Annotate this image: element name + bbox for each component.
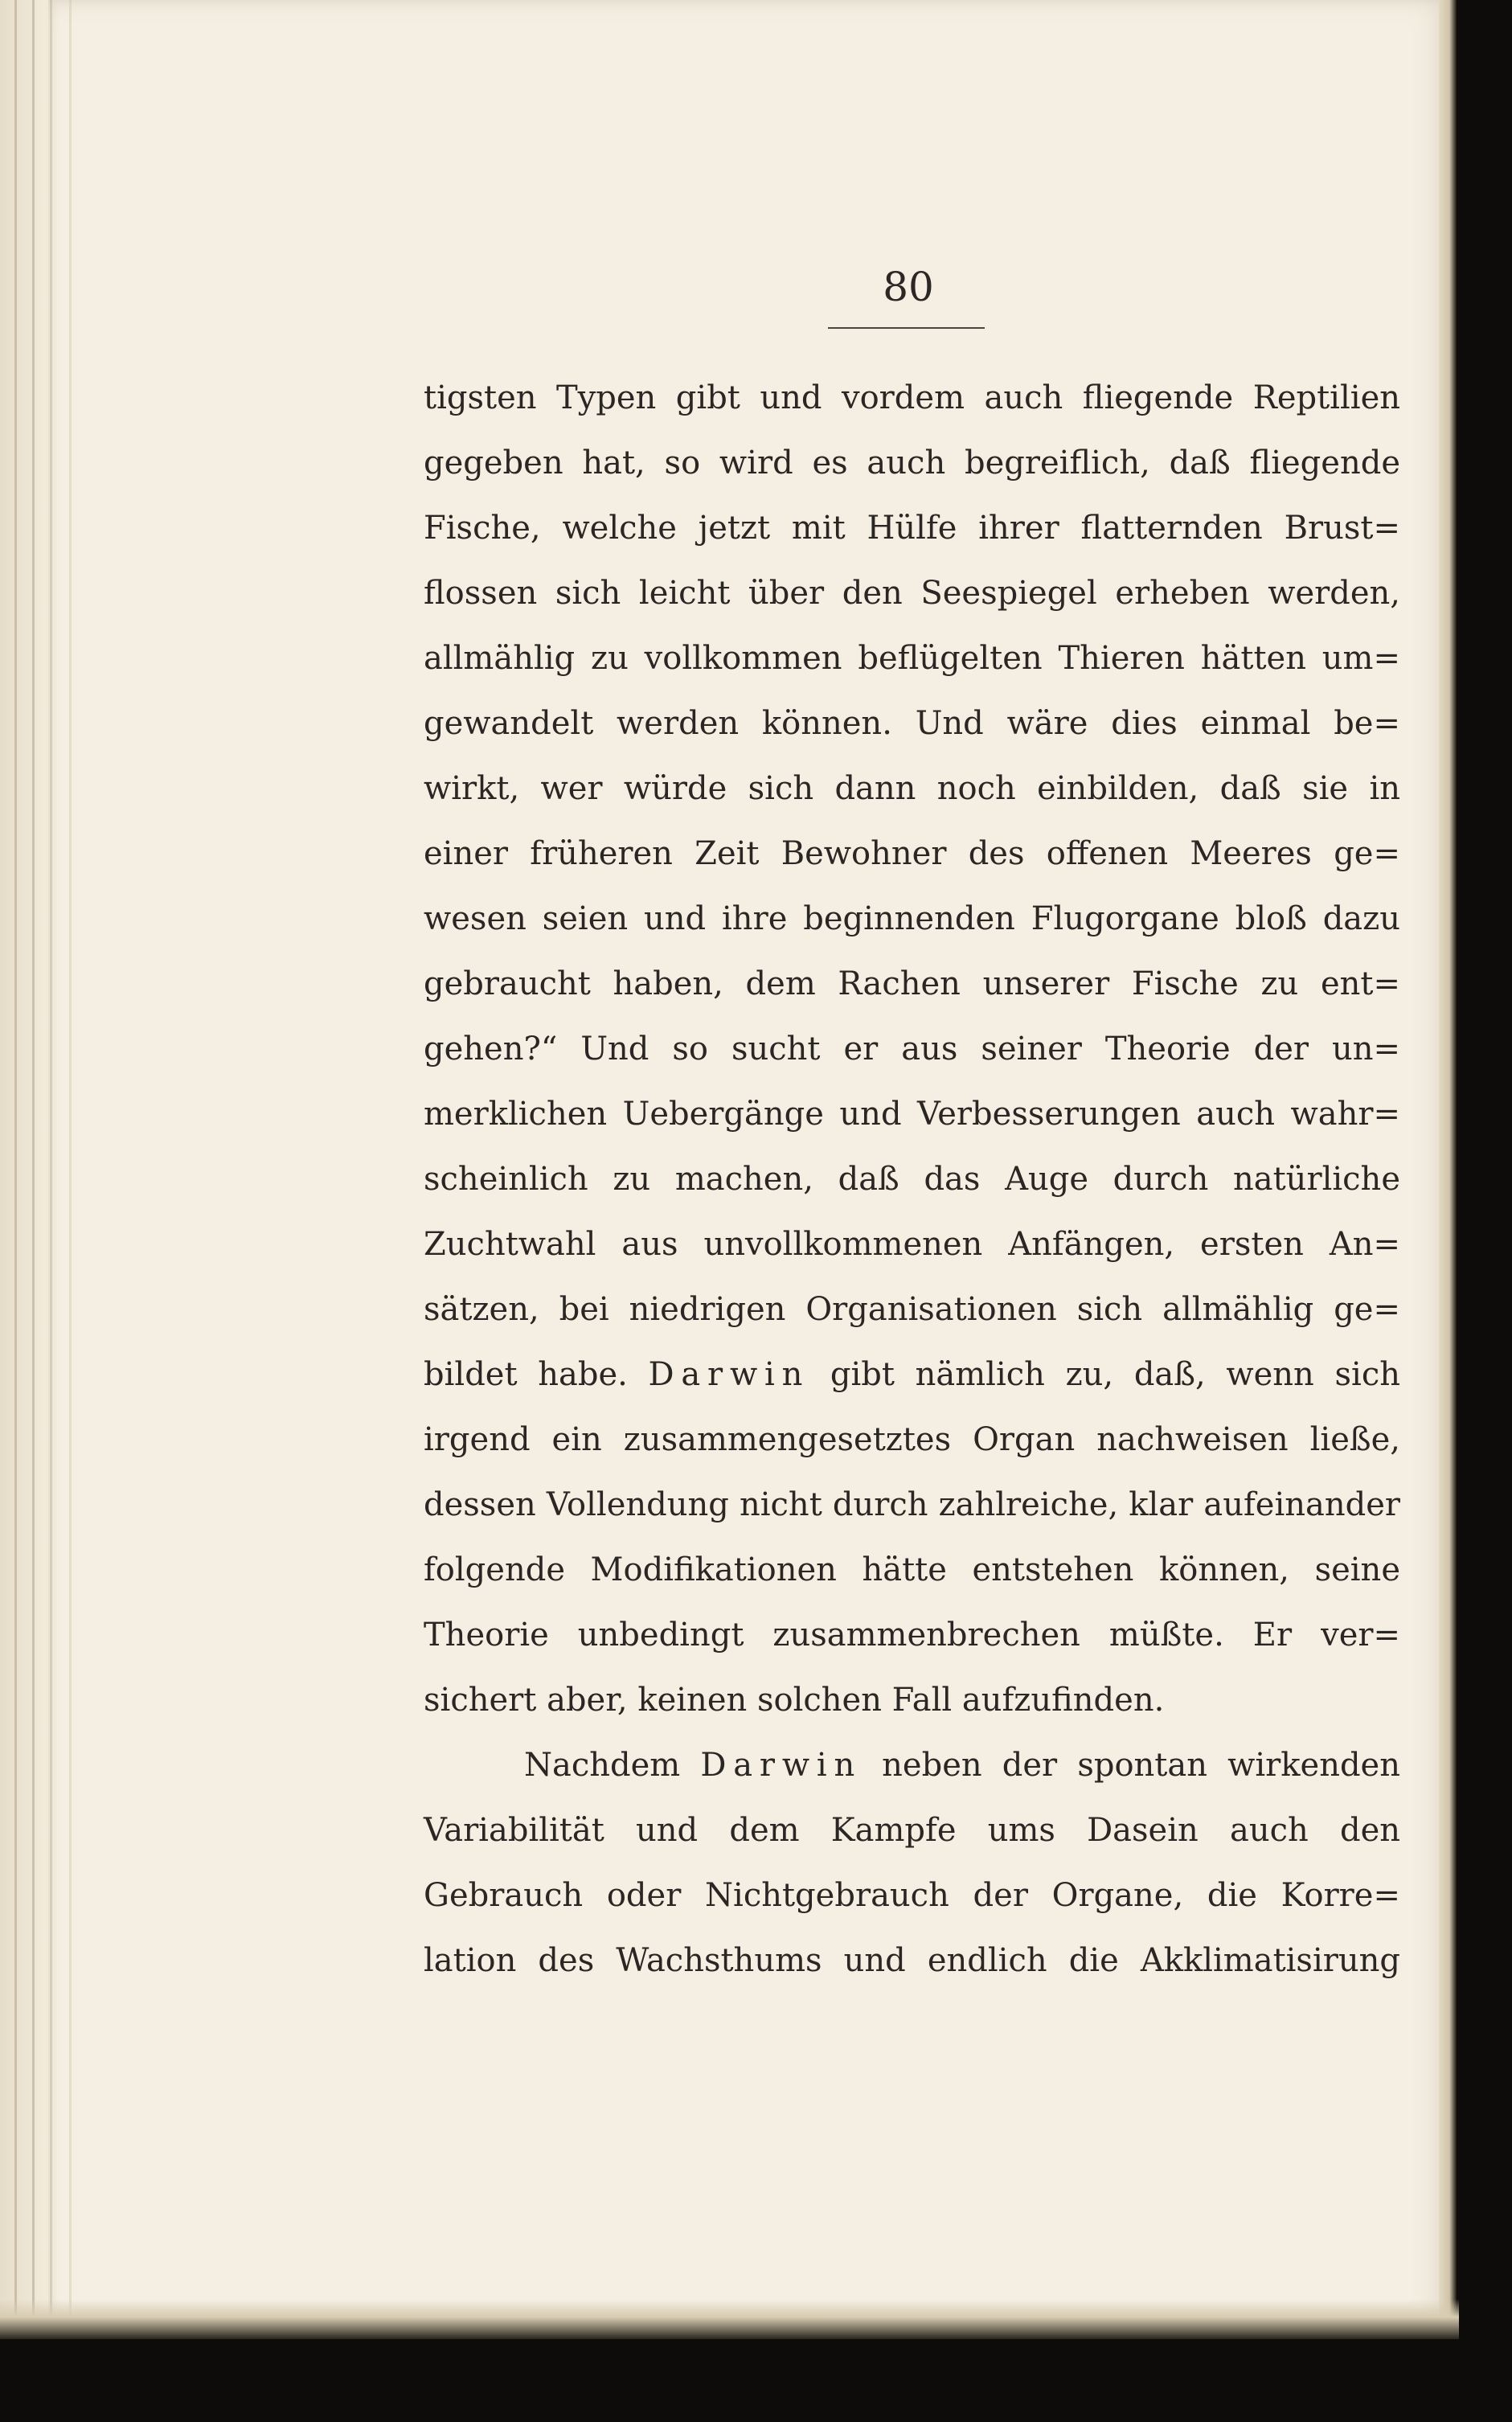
text-line bbox=[424, 1668, 1400, 1733]
text-segment: irgend ein zusammengesetztes Organ nachweisen ließe, bbox=[424, 1421, 1400, 1458]
text-segment: flossen sich leicht über den Seespiegel erheben werden, bbox=[424, 575, 1400, 612]
text-line bbox=[424, 1928, 1400, 1994]
text-line bbox=[424, 887, 1400, 952]
text-segment: gegeben hat, so wird es auch begreiflich, daß fliegende bbox=[424, 445, 1400, 482]
text-line bbox=[424, 822, 1400, 887]
text-line bbox=[424, 1538, 1400, 1603]
text-line bbox=[424, 1798, 1400, 1863]
text-segment: gibt nämlich zu, daß, wenn sich bbox=[809, 1356, 1400, 1393]
text-segment: folgende Modifikationen hätte entstehen können, seine bbox=[424, 1551, 1400, 1588]
text-line bbox=[424, 1408, 1400, 1473]
text-segment: wirkt, wer würde sich dann noch einbilden, daß sie in bbox=[424, 770, 1400, 807]
body-text bbox=[424, 366, 1400, 1994]
text-segment: gebraucht haben, dem Rachen unserer Fische zu ent= bbox=[424, 965, 1400, 1002]
text-line bbox=[424, 1863, 1400, 1928]
text-line bbox=[424, 756, 1400, 822]
text-line bbox=[424, 366, 1400, 431]
text-line bbox=[424, 1342, 1400, 1408]
text-line bbox=[424, 691, 1400, 756]
text-segment: dessen Vollendung nicht durch zahlreiche, klar aufeinander bbox=[424, 1486, 1400, 1523]
text-line bbox=[424, 1277, 1400, 1342]
text-line bbox=[424, 1212, 1400, 1277]
text-segment: Zuchtwahl aus unvollkommenen Anfängen, ersten An= bbox=[424, 1226, 1400, 1263]
page-edge-line bbox=[69, 0, 72, 2315]
text-segment: Variabilität und dem Kampfe ums Dasein auch den bbox=[424, 1812, 1400, 1849]
emphasized-name: Darwin bbox=[648, 1356, 810, 1393]
text-line bbox=[424, 1147, 1400, 1212]
text-line bbox=[424, 1082, 1400, 1147]
page-number: 80 bbox=[883, 264, 934, 310]
page-edge-line bbox=[14, 0, 17, 2315]
text-line bbox=[424, 1017, 1400, 1082]
text-segment: sätzen, bei niedrigen Organisationen sich allmählig ge= bbox=[424, 1291, 1400, 1328]
text-segment: tigsten Typen gibt und vordem auch fliegende Reptilien bbox=[424, 379, 1400, 416]
text-line bbox=[424, 1473, 1400, 1538]
text-segment: Gebrauch oder Nichtgebrauch der Organe, die Korre= bbox=[424, 1877, 1400, 1914]
text-segment: lation des Wachsthums und endlich die Akklimatisirung bbox=[424, 1942, 1400, 1979]
text-segment: scheinlich zu machen, daß das Auge durch natürliche bbox=[424, 1161, 1400, 1198]
text-segment: allmählig zu vollkommen beflügelten Thieren hätten um= bbox=[424, 640, 1400, 677]
text-line bbox=[424, 626, 1400, 691]
page-number-rule bbox=[828, 327, 985, 329]
text-line bbox=[424, 496, 1400, 561]
text-segment: Fische, welche jetzt mit Hülfe ihrer flatternden Brust= bbox=[424, 510, 1400, 547]
text-line bbox=[424, 1733, 1400, 1798]
text-line bbox=[424, 952, 1400, 1017]
text-segment: wesen seien und ihre beginnenden Flugorgane bloß dazu bbox=[424, 900, 1400, 937]
page-right-edge bbox=[1439, 0, 1457, 2331]
text-segment: gehen?“ Und so sucht er aus seiner Theorie der un= bbox=[424, 1031, 1400, 1068]
text-segment: neben der spontan wirkenden bbox=[862, 1747, 1400, 1784]
page-edge-line bbox=[32, 0, 35, 2315]
text-segment: Theorie unbedingt zusammenbrechen müßte. Er ver= bbox=[424, 1617, 1400, 1654]
text-segment: Nachdem bbox=[524, 1747, 701, 1784]
text-segment: einer früheren Zeit Bewohner des offenen Meeres ge= bbox=[424, 835, 1400, 872]
page-edge-line bbox=[50, 0, 52, 2315]
page-bottom-edge bbox=[0, 2299, 1459, 2339]
emphasized-name: Darwin bbox=[700, 1747, 863, 1784]
text-line bbox=[424, 1603, 1400, 1668]
text-line bbox=[424, 431, 1400, 496]
text-segment: bildet habe. bbox=[424, 1356, 649, 1393]
text-segment: merklichen Uebergänge und Verbesserungen auch wahr= bbox=[424, 1096, 1400, 1133]
text-line bbox=[424, 561, 1400, 626]
text-segment: sichert aber, keinen solchen Fall aufzufinden. bbox=[424, 1682, 1165, 1719]
text-segment: gewandelt werden können. Und wäre dies einmal be= bbox=[424, 705, 1400, 742]
